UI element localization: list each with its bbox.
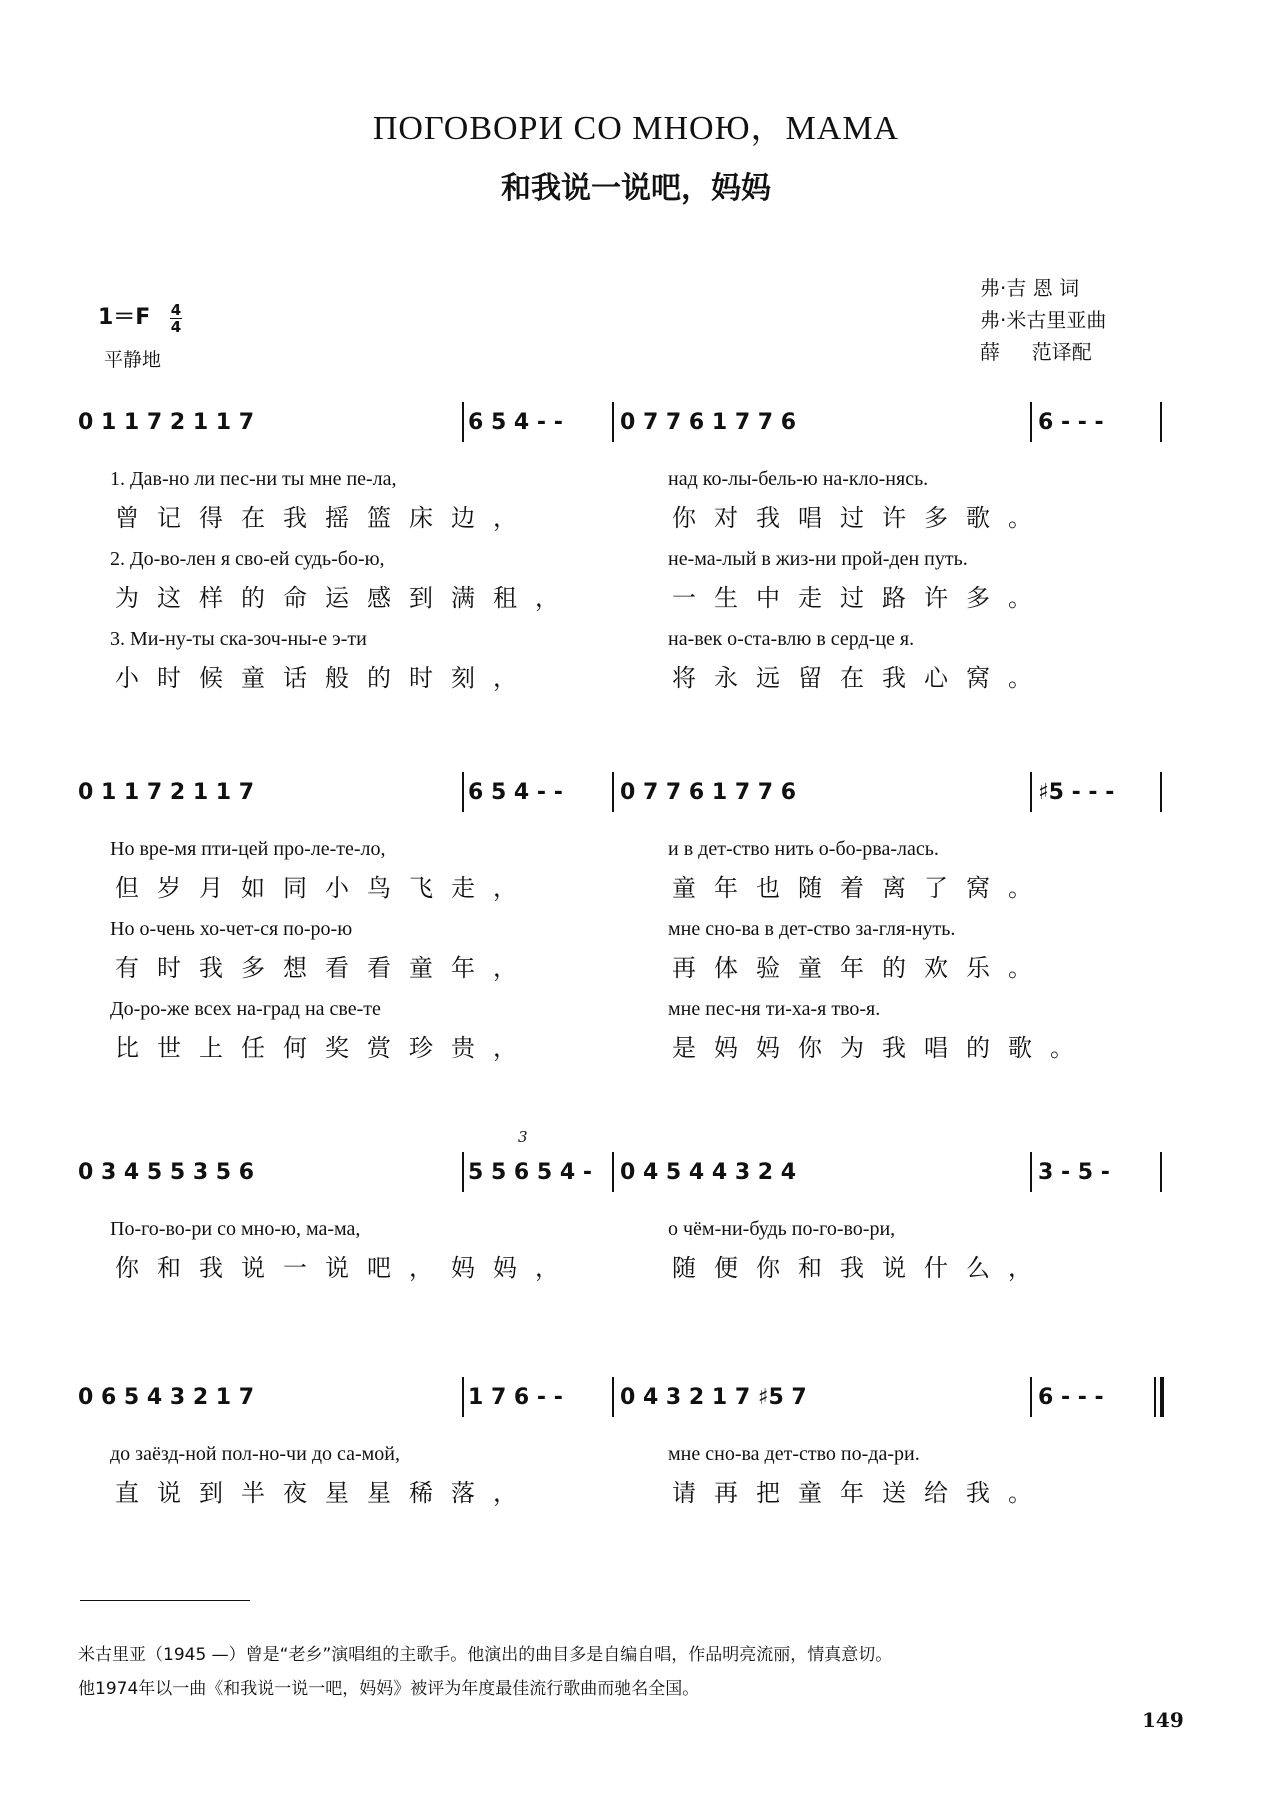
lyric-line-ru1: До-ро-же всех на-град на све-те	[110, 998, 381, 1020]
key-signature	[98, 300, 182, 334]
bar-line	[1030, 1152, 1032, 1192]
lyric-line-ru1: до заёзд-ной пол-но-чи до са-мой,	[110, 1443, 401, 1465]
lyric-line-zh2: 请再把童年送给我。	[672, 1479, 1050, 1507]
lyric-line-zh1: 有时我多想看看童年，	[115, 954, 535, 982]
lyricist-credit: 弗·吉 恩 词	[980, 276, 1080, 300]
lyric-line-ru2: мне сно-ва в дет-ство за-гля-нуть.	[668, 918, 956, 940]
bar-line	[462, 1377, 464, 1417]
bar-line	[612, 402, 614, 442]
lyric-line-ru2: мне пес-ня ти-ха-я тво-я.	[668, 998, 881, 1020]
lyric-line-ru1: 2. До-во-лен я сво-ей судь-бо-ю,	[110, 548, 385, 570]
measure-3-2: 5 5 6 5 4 -	[468, 1160, 592, 1185]
lyric-line-ru2: на-век о-ста-влю в серд-це я.	[668, 628, 915, 650]
time-signature	[170, 300, 182, 336]
lyric-line-ru2: не-ма-лый в жиз-ни прой-ден путь.	[668, 548, 968, 570]
key-label: 1＝F	[98, 305, 151, 330]
measure-4-2: 1 7 6 - -	[468, 1385, 563, 1410]
composer-credit: 弗·米古里亚曲	[980, 308, 1107, 332]
bar-line	[1030, 772, 1032, 812]
lyric-line-zh2: 将永远留在我心窝。	[672, 664, 1050, 692]
page-number: 149	[1142, 1708, 1184, 1732]
lyric-line-ru1: Но о-чень хо-чет-ся по-ро-ю	[110, 918, 353, 940]
measure-1-3: 0 7 7 6 1 7 7 6	[620, 410, 797, 435]
measure-4-4: 6 - - -	[1038, 1385, 1104, 1410]
lyric-line-zh1: 小时候童话般的时刻，	[115, 664, 535, 692]
bar-line	[462, 772, 464, 812]
lyric-line-zh1: 比世上任何奖赏珍贵，	[115, 1034, 535, 1062]
lyric-line-zh1: 但岁月如同小鸟飞走，	[115, 874, 535, 902]
lyric-line-zh2: 你对我唱过许多歌。	[672, 504, 1050, 532]
measure-1-1: 0 1 1 7 2 1 1 7	[78, 410, 255, 435]
lyric-line-ru2: мне сно-ва дет-ство по-да-ри.	[668, 1443, 920, 1465]
bar-line	[1160, 1152, 1162, 1192]
lyric-line-ru1: 1. Дав-но ли пес-ни ты мне пе-ла,	[110, 468, 397, 490]
measure-2-4: ♯5 - - -	[1038, 780, 1115, 805]
bar-line	[612, 772, 614, 812]
lyric-line-zh2: 再体验童年的欢乐。	[672, 954, 1050, 982]
measure-3-4: 3 - 5 -	[1038, 1160, 1110, 1185]
translator-credit: 薛 范译配	[980, 340, 1092, 364]
footnote-line-2: 他1974年以一曲《和我说一说一吧，妈妈》被评为年度最佳流行歌曲而驰名全国。	[78, 1679, 700, 1699]
tempo-marking: 平静地	[104, 349, 162, 371]
triplet-mark: 3	[518, 1128, 528, 1146]
time-signature-top: 4	[170, 300, 182, 319]
measure-1-4: 6 - - -	[1038, 410, 1104, 435]
lyric-line-ru1: 3. Ми-ну-ты ска-зоч-ны-е э-ти	[110, 628, 367, 650]
measure-2-2: 6 5 4 - -	[468, 780, 563, 805]
lyric-line-zh1: 曾记得在我摇篮床边，	[115, 504, 535, 532]
lyric-line-zh2: 童年也随着离了窝。	[672, 874, 1050, 902]
measure-2-3: 0 7 7 6 1 7 7 6	[620, 780, 797, 805]
song-title-chinese: 和我说一说吧，妈妈	[501, 171, 771, 206]
time-signature-bottom: 4	[170, 317, 182, 336]
bar-line	[1160, 402, 1162, 442]
bar-line	[1030, 1377, 1032, 1417]
lyric-line-zh1: 你和我说一说吧，妈妈，	[115, 1254, 577, 1282]
song-title-russian: ПОГОВОРИ СО МНОЮ，МАМА	[372, 110, 900, 147]
lyric-line-zh1: 为这样的命运感到满租，	[115, 584, 577, 612]
measure-4-3: 0 4 3 2 1 7 ♯5 7	[620, 1385, 807, 1410]
lyric-line-zh2: 一生中走过路许多。	[672, 584, 1050, 612]
lyric-line-zh2: 随便你和我说什么，	[672, 1254, 1050, 1282]
bar-line	[612, 1152, 614, 1192]
footnote-rule	[80, 1600, 250, 1601]
measure-3-3: 0 4 5 4 4 3 2 4	[620, 1160, 797, 1185]
lyric-line-ru2: над ко-лы-бель-ю на-кло-нясь.	[668, 468, 929, 490]
bar-line	[462, 402, 464, 442]
lyric-line-ru2: о чём-ни-будь по-го-во-ри,	[668, 1218, 896, 1240]
lyric-line-zh2: 是妈妈你为我唱的歌。	[672, 1034, 1092, 1062]
lyric-line-zh1: 直说到半夜星星稀落，	[115, 1479, 535, 1507]
lyric-line-ru1: По-го-во-ри со мно-ю, ма-ма,	[110, 1218, 361, 1240]
final-bar-line	[1154, 1377, 1156, 1417]
measure-2-1: 0 1 1 7 2 1 1 7	[78, 780, 255, 805]
measure-1-2: 6 5 4 - -	[468, 410, 563, 435]
bar-line	[1160, 1377, 1164, 1417]
lyric-line-ru1: Но вре-мя пти-цей про-ле-те-ло,	[110, 838, 386, 860]
bar-line	[612, 1377, 614, 1417]
measure-3-1: 0 3 4 5 5 3 5 6	[78, 1160, 255, 1185]
bar-line	[1160, 772, 1162, 812]
credits	[980, 272, 1106, 368]
measure-4-1: 0 6 5 4 3 2 1 7	[78, 1385, 255, 1410]
bar-line	[462, 1152, 464, 1192]
lyric-line-ru2: и в дет-ство нить о-бо-рва-лась.	[668, 838, 939, 860]
footnote-line-1: 米古里亚（1945 —）曾是“老乡”演唱组的主歌手。他演出的曲目多是自编自唱，作品明亮流丽，情真意切。	[78, 1645, 893, 1665]
bar-line	[1030, 402, 1032, 442]
